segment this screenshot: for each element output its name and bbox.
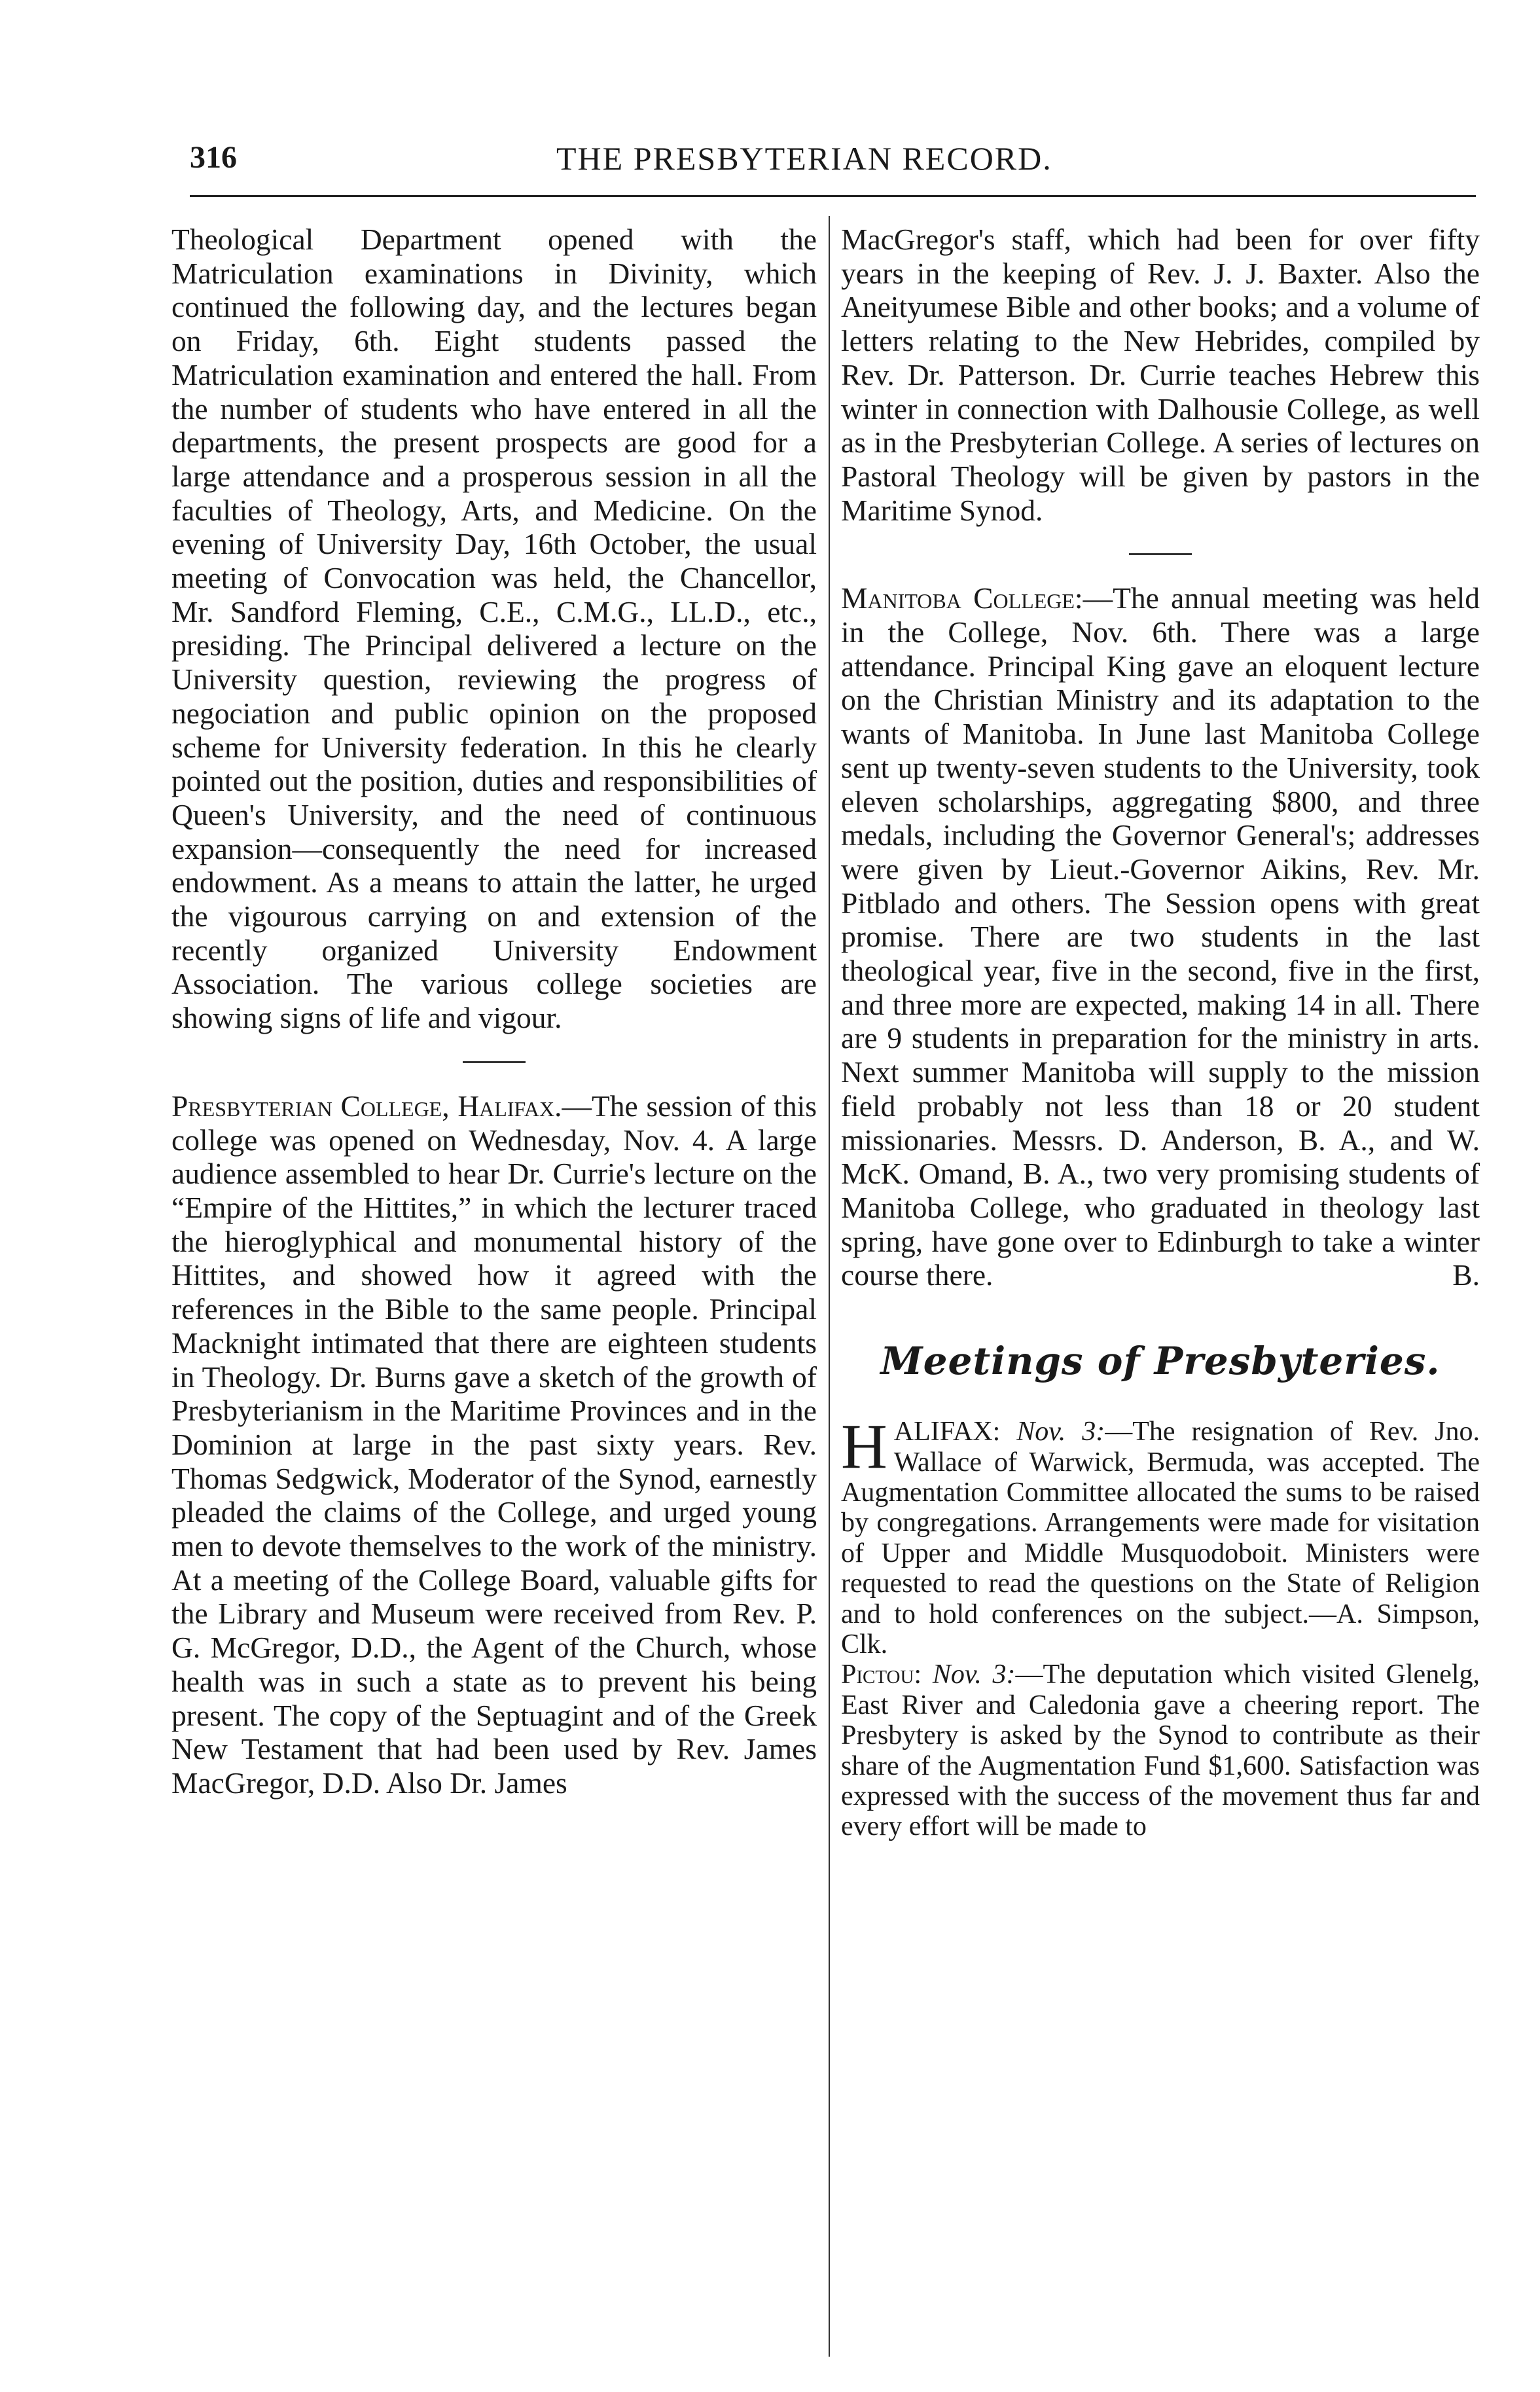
section-lead-halifax-college: Presbyterian College, Halifax. [171,1089,562,1123]
header-rule [190,195,1476,197]
paragraph-manitoba-college [841,581,1480,1292]
page-number: 316 [190,140,237,175]
halifax-lead: ALIFAX: [893,1417,1001,1447]
right-column [841,223,1480,1842]
paragraph-queens-university: Theological Department opened with the Matriculation examinations in Divinity, which continued the following day, and the lectures began on Friday, 6th. Eight students passed the Matriculation examination and entered the hall. From the number of students who have entered in all the departments, the present prospects are good for a large attendance and a prosperous session in all the faculties of Theology, Arts, and Medicine. On the evening of University Day, 16th October, the usual meeting of Convocation was held, the Chancellor, Mr. Sandford Fleming, C.E., C.M.G., LL.D., etc., presiding. The Principal delivered a lecture on the University question, reviewing the progress of negociation and public opinion on the proposed scheme for University federation. In this he clearly pointed out the position, duties and responsibilities of Queen's University, and the need of continuous expansion—consequently the need for increased endowment. As a means to attain the latter, he urged the vigourous carrying on and extension of the recently organized University Endowment Association. The various college societies are showing signs of life and vigour. [171,223,817,1035]
running-title: THE PRESBYTERIAN RECORD. [556,140,1052,177]
section-separator [1129,553,1192,555]
section-body-halifax-college: —The session of this college was opened on Wednesday, Nov. 4. A large audience assembled to hear Dr. Currie's lecture on the “Empire of the Hittites,” in which the lecturer traced the hieroglyphical and monumental history of the Hittites, and showed how it agreed with the references in the Bible to the same people. Principal Macknight intimated that there are eighteen students in Theology. Dr. Burns gave a sketch of the growth of Presbyterianism in the Maritime Provinces and in the Dominion at large in the past sixty years. Rev. Thomas Sedgwick, Moderator of the Synod, earnestly pleaded the claims of the College, and urged young men to devote themselves to the work of the ministry. At a meeting of the College Board, valuable gifts for the Library and Museum were received from Rev. P. G. McGregor, D.D., the Agent of the Church, whose health was in such a state as to prevent his being present. The copy of the Septuagint and of the Greek New Testament that had been used by Rev. James MacGregor, D.D. Also Dr. James [171,1089,817,1800]
section-heading-presbyteries: Meetings of Presbyteries. [880,1339,1441,1384]
halifax-date: Nov. 3: [1016,1417,1105,1447]
section-lead-manitoba-college: Manitoba College: [841,581,1083,615]
paragraph-presbyterian-college-halifax [171,1089,817,1800]
section-body-manitoba-college: —The annual meeting was held in the College, Nov. 6th. There was a large attendance. Principal King gave an eloquent lecture on the Christian Ministry and its adaptation to the wants of Manitoba. In June last Manitoba College sent up twenty-seven students to the University, took eleven scholarships, aggregating $800, and three medals, including the Governor General's; addresses were given by Lieut.-Governor Aikins, Rev. Mr. Pitblado and others. The Session opens with great promise. There are two students in the last theological year, five in the second, five in the first, and three more are expected, making 14 in all. There are 9 students in preparation for the ministry in arts. Next summer Manitoba will supply to the mission field probably not less than 18 or 20 student missionaries. Messrs. D. Anderson, B. A., and W. McK. Omand, B. A., two very promising students of Manitoba College, who graduated in theology last spring, have gone over to Edinburgh to take a winter course there. [841,581,1480,1292]
section-separator [463,1061,526,1063]
paragraph-halifax-presbytery [841,1411,1480,1659]
column-divider [829,216,830,2357]
paragraph-pictou-presbytery [841,1659,1480,1841]
signature: B. [1452,1258,1480,1292]
left-column [171,223,817,1800]
halifax-body: —The resignation of Rev. Jno. Wallace of Warwick, Bermuda, was accepted. The Augmentation Committee allocated the sums to be raised by congregations. Arrangements were made for visitation of Upper and Middle Musquodoboit. Ministers were requested to read the questions on the State of Religion and to hold conferences on the subject.—A. Simpson, Clk. [841,1417,1480,1659]
paragraph-macgregor-staff: MacGregor's staff, which had been for over fifty years in the keeping of Rev. J. J. Baxter. Also the Aneityumese Bible and other books; and a volume of letters relating to the New Hebrides, compiled by Rev. Dr. Patterson. Dr. Currie teaches Hebrew this winter in connection with Dalhousie College, as well as in the Presbyterian College. A series of lectures on Pastoral Theology will be given by pastors in the Maritime Synod. [841,223,1480,527]
pictou-date: Nov. 3: [932,1659,1016,1690]
pictou-lead: Pictou: [841,1659,922,1690]
pictou-body: —The deputation which visited Glenelg, East River and Caledonia gave a cheering report. The Presbytery is asked by the Synod to contribute as their share of the Augmentation Fund $1,600. Satisfaction was expressed with the success of the movement thus far and every effort will be made to [841,1659,1480,1842]
drop-cap: H [841,1411,887,1483]
page-header [190,134,1479,193]
